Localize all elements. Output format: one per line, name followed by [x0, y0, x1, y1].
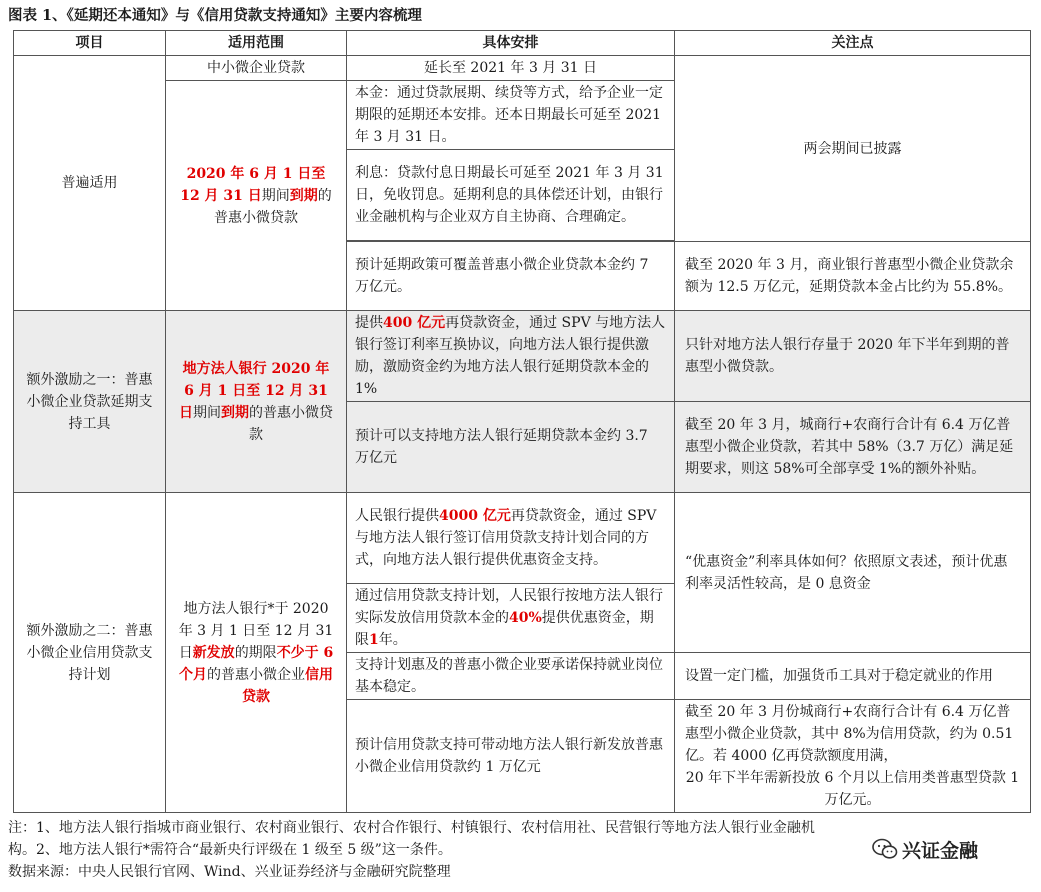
focus-cell — [675, 700, 1031, 813]
watermark-text: 兴证金融 — [902, 839, 979, 862]
arrangement-cell — [347, 493, 675, 584]
arr-text: 通过信用贷款支持计划，人民银行按地方法人银行实际发放信用贷款本金的 — [355, 588, 663, 626]
scope-text: 地方法人银行*于 2020 年 3 月 1 日至 12 月 31 日 — [178, 600, 334, 661]
figure-title: 图表 1、《延期还本通知》与《信用贷款支持通知》主要内容梳理 — [8, 7, 422, 24]
table-row — [14, 56, 1031, 81]
policy-table — [13, 30, 1031, 813]
focus-cell: 只针对地方法人银行存量于 2020 年下半年到期的普惠型小微贷款。 — [675, 311, 1031, 402]
header-scope: 适用范围 — [166, 31, 347, 56]
arrangement-cell: 支持计划惠及的普惠小微企业要承诺保持就业岗位基本稳定。 — [347, 653, 675, 700]
scope-text: 的普惠小微贷款 — [214, 187, 332, 226]
scope-text: 的普惠小微企业 — [207, 666, 305, 683]
arr-amount: 400 亿元 — [383, 315, 446, 331]
scope-maturity: 到期 — [289, 187, 318, 204]
header-arrangement: 具体安排 — [347, 31, 675, 56]
scope-date-range: 2020 年 6 月 1 日至 12 月 31 日 — [180, 165, 326, 204]
arrangement-cell: 延长至 2021 年 3 月 31 日 — [347, 56, 675, 81]
scope-text: 期间 — [193, 404, 221, 421]
footnote-line-1: 注：1、地方法人银行指城市商业银行、农村商业银行、农村合作银行、村镇银行、农村信用社、民营银行等地方法人银行业金融机 — [8, 820, 815, 836]
arr-text: 再贷款资金，通过 SPV 与地方法人银行签订利率互换协议，向地方法人银行提供激励，激励资金约为地方法人银行延期贷款本金的 1% — [355, 315, 666, 397]
scope-cell: 中小微企业贷款 — [166, 56, 347, 81]
focus-cell: 截至 2020 年 3 月，商业银行普惠型小微企业贷款余额为 12.5 万亿元，延期贷款本金占比约为 55.8%。 — [675, 242, 1031, 311]
arrangement-cell: 预计可以支持地方法人银行延期贷款本金约 3.7 万亿元 — [347, 402, 675, 493]
arr-text: 年。 — [378, 632, 407, 648]
watermark — [872, 836, 1022, 862]
arrangement-cell: 利息：贷款付息日期最长可延至 2021 年 3 月 31 日，免收罚息。延期利息的具体偿还计划，由银行业金融机构与企业双方自主协商、合理确定。 — [347, 150, 675, 241]
scope-credit-loan: 信用贷款 — [242, 666, 333, 705]
arrangement-cell: 本金：通过贷款展期、续贷等方式，给予企业一定期限的延期还本安排。还本日期最长可延至 2021 年 3 月 31 日。 — [347, 81, 675, 150]
focus-cell: 设置一定门槛，加强货币工具对于稳定就业的作用 — [675, 653, 1031, 700]
focus-cell: 两会期间已披露 — [675, 56, 1031, 242]
table-row — [14, 493, 1031, 584]
focus-text: 截至 20 年 3 月份城商行+农商行合计有 6.4 万亿普惠型小微企业贷款，其中 8%为信用贷款，约为 0.51 亿。若 4000 亿再贷款额度用满， — [685, 704, 1014, 764]
row-label-incentive-2: 额外激励之二：普惠小微企业信用贷款支持计划 — [14, 493, 166, 813]
scope-text: 期间 — [261, 187, 290, 204]
header-item: 项目 — [14, 31, 166, 56]
scope-new-issue: 新发放 — [192, 644, 235, 661]
scope-maturity: 到期 — [221, 404, 249, 421]
scope-term: 不少于 6 个月 — [179, 644, 334, 683]
header-focus: 关注点 — [675, 31, 1031, 56]
scope-cell — [166, 493, 347, 813]
scope-date-range: 地方法人银行 2020 年 6 月 1 日至 12 月 31 日 — [179, 360, 330, 421]
focus-cell: “优惠资金”利率具体如何？依照原文表述，预计优惠利率灵活性较高，是 0 息资金 — [675, 493, 1031, 653]
arrangement-cell — [347, 311, 675, 402]
arrangement-cell: 预计延期政策可覆盖普惠小微企业贷款本金约 7 万亿元。 — [347, 242, 675, 311]
footnote-line-2: 构。2、地方法人银行*需符合“最新央行评级在 1 级至 5 级”这一条件。 — [8, 842, 452, 858]
arr-amount: 4000 亿元 — [439, 508, 511, 524]
arrangement-cell — [347, 584, 675, 653]
scope-cell — [166, 311, 347, 493]
table-row — [14, 311, 1031, 402]
focus-text: 20 年下半年需新投放 6 个月以上信用类普惠型贷款 1 万亿元。 — [685, 770, 1020, 808]
arr-years: 1 — [369, 632, 379, 648]
focus-cell: 截至 20 年 3 月，城商行+农商行合计有 6.4 万亿普惠型小微企业贷款，若其中 58%（3.7 万亿）满足延期要求，则这 58%可全部享受 1%的额外补贴。 — [675, 402, 1031, 493]
scope-cell — [166, 81, 347, 311]
row-label-general: 普遍适用 — [14, 56, 166, 311]
wechat-icon — [872, 838, 898, 860]
arr-text: 提供 — [355, 315, 383, 331]
arr-text: 人民银行提供 — [355, 508, 439, 524]
row-label-incentive-1: 额外激励之一：普惠小微企业贷款延期支持工具 — [14, 311, 166, 493]
arr-text: 再贷款资金，通过 SPV 与地方法人银行签订信用贷款支持计划合同的方式，向地方法人银行提供优惠资金支持。 — [355, 508, 657, 568]
table-header-row — [14, 31, 1031, 56]
data-source: 数据来源：中央人民银行官网、Wind、兴业证券经济与金融研究院整理 — [8, 864, 451, 880]
arrangement-cell: 预计信用贷款支持可带动地方法人银行新发放普惠小微企业信用贷款约 1 万亿元 — [347, 700, 675, 813]
scope-text: 的期限 — [234, 644, 277, 661]
arr-ratio: 40% — [509, 610, 542, 626]
scope-text: 的普惠小微贷款 — [249, 404, 333, 443]
arr-text: 提供优惠资金，期限 — [355, 610, 654, 648]
